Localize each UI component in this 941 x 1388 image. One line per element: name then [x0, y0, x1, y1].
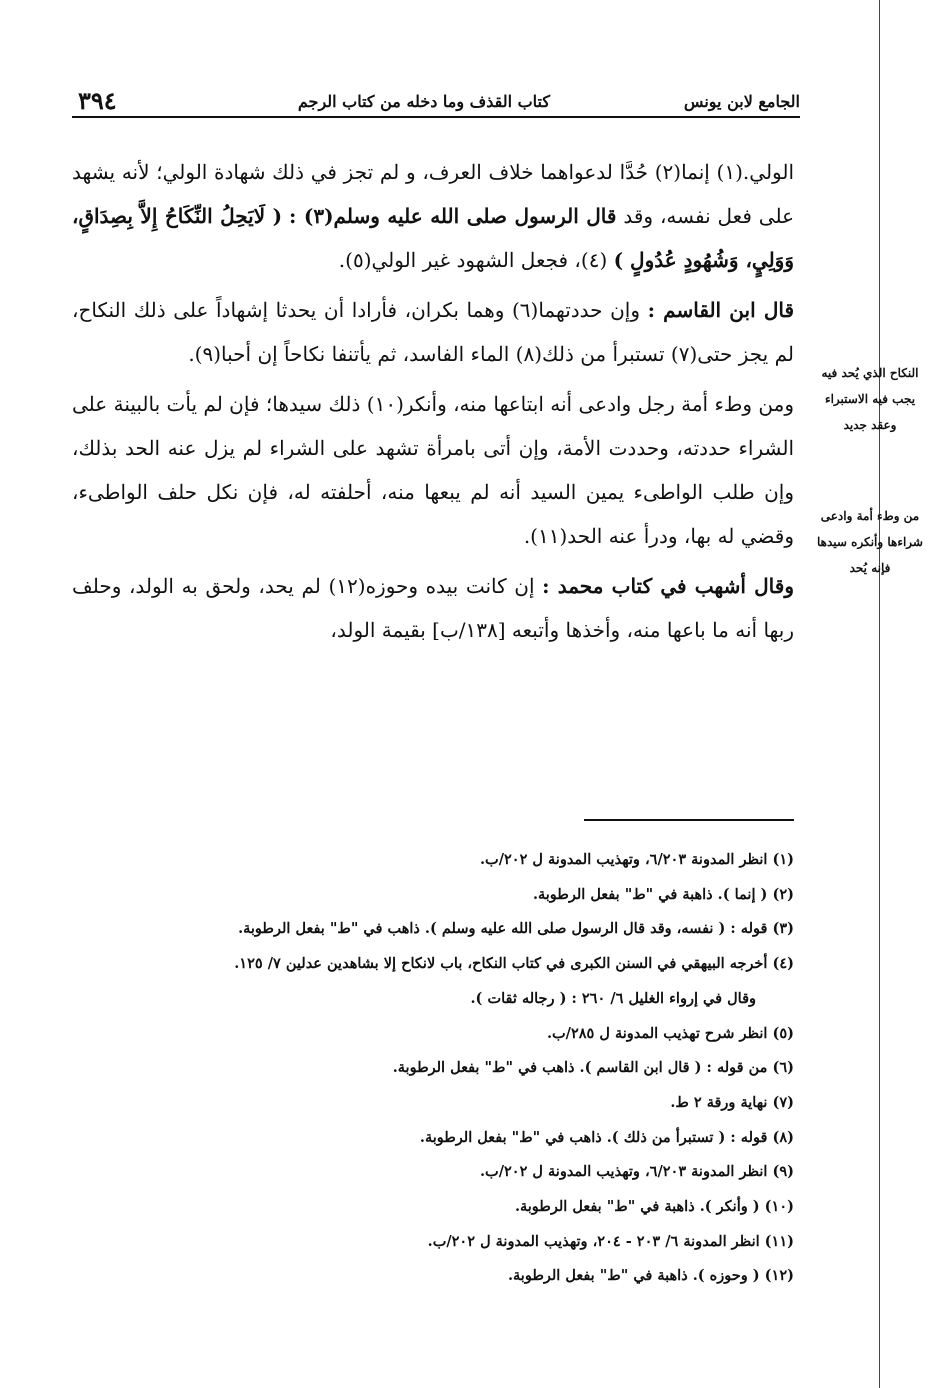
- paragraph-3: [72, 382, 794, 558]
- p1-line-1: الولي.(١) إنما(٢) حُدَّا لدعواهما خلاف العرف، و لم تجز في ذلك شهادة الولي؛: [156, 160, 795, 184]
- footnote-separator: [584, 819, 794, 821]
- margin-note-line: من وطء أمة وادعى: [820, 509, 920, 523]
- main-text: [72, 150, 794, 658]
- footnote-9: (٩) انظر المدونة ٦/٢٠٣، وتهذيب المدونة ل ٢٠٢/ب.: [480, 1163, 794, 1181]
- footnote-8: (٨) قوله : ( تستبرأ من ذلك ). ذاهب في "ط" بفعل الرطوبة.: [419, 1128, 794, 1146]
- margin-note-2: [810, 503, 930, 581]
- footnote-2: (٢) ( إنما ). ذاهبة في "ط" بفعل الرطوبة.: [532, 885, 794, 903]
- footnote-4: (٤) أخرجه البيهقي في السنن الكبرى في كتاب النكاح، باب لانكاح إلا بشاهدين عدلين ٧/ ١٢٥.: [234, 955, 794, 973]
- paragraph-2: [72, 288, 794, 376]
- footnote-10: (١٠) ( وأنكر ). ذاهبة في "ط" بفعل الرطوبة.: [514, 1198, 794, 1216]
- footnote-3: (٣) قوله : ( نفسه، وقد قال الرسول صلى الله عليه وسلم ). ذاهب في "ط" بفعل الرطوبة.: [238, 920, 794, 938]
- hadith-quote: ( لَايَحِلُ النِّكَاحُ إِلاَّ بِصِدَاقٍ، وَوَلِيٍ، وَشُهُودٍ عُدُولٍ ): [72, 204, 794, 272]
- p1-line-2b: قال الرسول صلى الله عليه وسلم(٣) :: [289, 204, 617, 228]
- margin-note-1: [810, 360, 930, 438]
- book-title: الجامع لابن يونس: [683, 92, 800, 111]
- footnote-12: (١٢) ( وحوزه ). ذاهبة في "ط" بفعل الرطوبة.: [507, 1267, 794, 1285]
- footnote-11: (١١) انظر المدونة ٦/ ٢٠٣ - ٢٠٤، وتهذيب المدونة ل ٢٠٢/ب.: [427, 1232, 794, 1250]
- margin-note-line: يجب فيه الاستبراء: [824, 392, 916, 406]
- header-rule: [72, 116, 800, 118]
- page-number: ٣٩٤: [78, 86, 117, 115]
- p2-text: وإن حددتهما(٦) وهما بكران، فأرادا أن يحدثا إشهاداً على ذلك النكاح، لم يجز حتى(٧) تستبرأ من ذلك(٨) الماء الفاسد، ثم يأتنفا نكاحاً إن أحبا(٩).: [72, 298, 794, 366]
- footnote-7: (٧) نهاية ورقة ٢ ط.: [670, 1093, 794, 1111]
- footnotes: [62, 843, 794, 1294]
- margin-note-line: شراءها وأنكره سيدها: [817, 535, 923, 549]
- footnote-5: (٥) انظر شرح تهذيب المدونة ل ٢٨٥/ب.: [546, 1024, 794, 1042]
- p4-text: إن كانت بيده وحوزه(١٢) لم يحد، ولحق به الولد، وحلف ربها أنه ما باعها منه، وأخذها وأتبعه [١٣٨/ب] بقيمة الولد،: [72, 574, 794, 642]
- p1-line-3-rest: (٤)، فجعل الشهود غير: [422, 248, 614, 272]
- p2-lead: قال ابن القاسم :: [647, 298, 795, 322]
- footnote-4-continued: وقال في إرواء الغليل ٦/ ٢٦٠ : ( رجاله ثقات ).: [470, 989, 756, 1007]
- chapter-title: كتاب القذف وما دخله من كتاب الرجم: [297, 92, 550, 111]
- p1-line-2a: لأنه يشهد على فعل نفسه، وقد: [72, 160, 795, 228]
- paragraph-1: [72, 150, 794, 282]
- footnote-6: (٦) من قوله : ( قال ابن القاسم ). ذاهب في "ط" بفعل الرطوبة.: [392, 1059, 794, 1077]
- footnote-1: (١) انظر المدونة ٦/٢٠٣، وتهذيب المدونة ل ٢٠٢/ب.: [480, 851, 794, 868]
- margin-rule: [879, 0, 880, 1388]
- p3-text: ومن وطء أمة رجل وادعى أنه ابتاعها منه، وأنكر(١٠) ذلك سيدها؛ فإن لم يأت بالبينة على الشراء حددته، وحددت الأمة، وإن أتى بامرأة تشهد على الشراء لم يزل عنه الحد بذلك، وإن طلب الواطىء يمين السيد أنه لم يبعها منه، أحلفته له، فإن نكل حلف الواطىء، وقضي له بها، ودرأ عنه الحد(١١).: [72, 392, 794, 548]
- margin-note-line: وعقد جديد: [843, 418, 897, 432]
- paragraph-4: [72, 564, 794, 652]
- margin-note-line: النكاح الذي يُحد فيه: [821, 366, 919, 380]
- running-head: [72, 86, 800, 118]
- p4-lead: وقال أشهب في كتاب محمد :: [542, 574, 794, 598]
- margin-note-line: فإنه يُحد: [849, 561, 891, 575]
- p1-line-4: الولي(٥).: [338, 248, 417, 272]
